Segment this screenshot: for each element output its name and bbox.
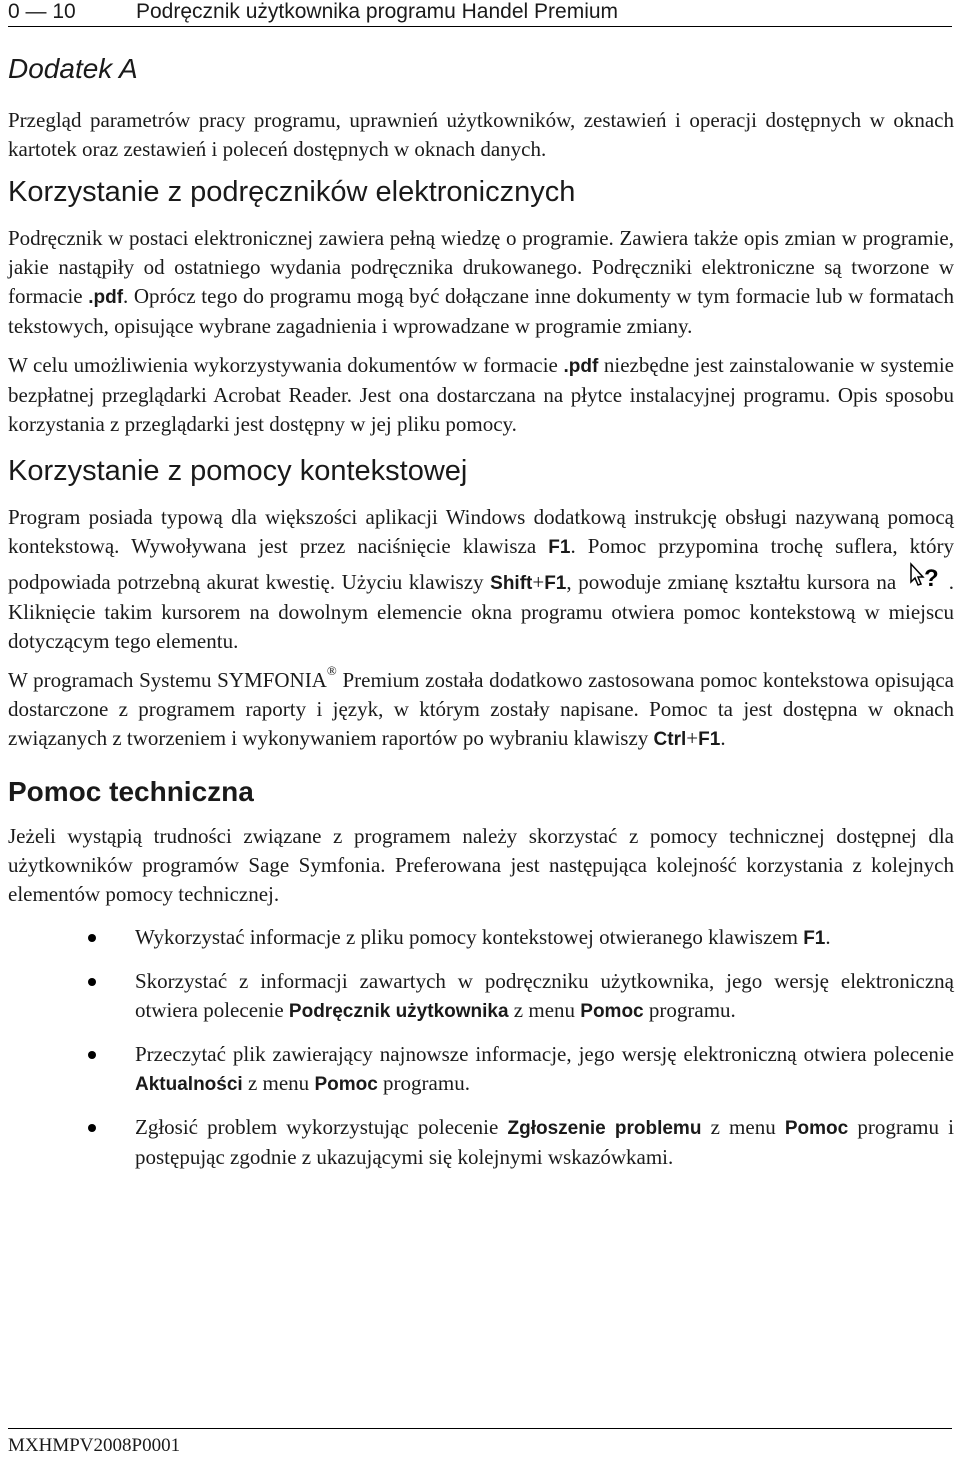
- list-item: Zgłosić problem wykorzystując polecenie Zgłoszenie problemu z menu Pomoc programu i postępując zgodnie z ukazującymi się kolejnymi wskazówkami.: [8, 1113, 954, 1172]
- svg-text:?: ?: [923, 565, 939, 592]
- dodatek-title: Dodatek A: [8, 53, 138, 84]
- key-f1: F1: [698, 729, 721, 750]
- registered-mark: ®: [326, 663, 337, 678]
- format-pdf: .pdf: [88, 287, 124, 308]
- key-f1: F1: [803, 928, 826, 949]
- format-pdf: .pdf: [563, 356, 599, 377]
- support-steps-list: [8, 923, 954, 1172]
- list-item: Wykorzystać informacje z pliku pomocy kontekstowej otwieranego klawiszem F1.: [8, 923, 954, 953]
- bullet-icon: [88, 934, 96, 942]
- document-code: MXHMPV2008P0001: [8, 1435, 181, 1456]
- page-header: [8, 0, 952, 27]
- key-shift: Shift: [490, 573, 533, 594]
- menu-pomoc: Pomoc: [314, 1074, 378, 1095]
- header-title: Podręcznik użytkownika programu Handel Premium: [136, 0, 619, 23]
- key-ctrl: Ctrl: [653, 729, 687, 750]
- command-report-problem: Zgłoszenie problemu: [507, 1118, 702, 1139]
- bullet-icon: [88, 1124, 96, 1132]
- page-content: [8, 52, 954, 1186]
- paragraph: Jeżeli wystąpią trudności związane z programem należy skorzystać z pomocy technicznej dostępnej dla użytkowników programów Sage Symfonia. Preferowana jest następująca kolejność korzystania z kolejnych elementów pomocy technicznej.: [8, 824, 954, 906]
- help-cursor-icon: [909, 562, 943, 592]
- menu-pomoc: Pomoc: [580, 1001, 644, 1022]
- key-f1: F1: [544, 573, 567, 594]
- paragraph: W celu umożliwienia wykorzystywania dokumentów w formacie .pdf niezbędne jest zainstalowanie w systemie bezpłatnej przeglądarki Acrobat Reader. Jest ona dostarczana na płytce instalacyjnej programu. Opis sposobu korzystania z przeglądarki jest dostępny w jej pliku pomocy.: [8, 353, 954, 436]
- paragraph: Podręcznik w postaci elektronicznej zawiera pełną wiedzę o programie. Zawiera także opis zmian w programie, jakie nastąpiły od ostatniego wydania podręcznika drukowanego. Podręczniki elektroniczne są tworzone w formacie .pdf. Oprócz tego do programu mogą być dołączane inne dokumenty w tym formacie lub w formatach tekstowych, opisujące wybrane zagadnienia i wprowadzane w programie zmiany.: [8, 226, 954, 338]
- dodatek-text: Przegląd parametrów pracy programu, uprawnień użytkowników, zestawień i operacji dostępnych w oknach kartotek oraz zestawień i poleceń dostępnych w oknach danych.: [8, 108, 954, 161]
- section-heading-tech-support: Pomoc techniczna: [8, 776, 254, 807]
- bullet-icon: [88, 978, 96, 986]
- paragraph: W programach Systemu SYMFONIA® Premium została dodatkowo zastosowana pomoc kontekstowa opisująca dostarczone z programem raporty i język, w którym zostały napisane. Pomoc ta jest dostępna w oknach związanych z tworzeniem i wykonywaniem raportów po wybraniu klawiszy Ctrl+F1.: [8, 663, 954, 750]
- list-item: Przeczytać plik zawierający najnowsze informacje, jego wersję elektroniczną otwiera polecenie Aktualności z menu Pomoc programu.: [8, 1040, 954, 1099]
- key-f1: F1: [548, 537, 571, 558]
- page-number: 0 — 10: [8, 0, 76, 23]
- paragraph: Program posiada typową dla większości aplikacji Windows dodatkową instrukcję obsługi nazywaną pomocą kontekstową. Wywoływana jest przez naciśnięcie klawisza F1. Pomoc przypomina trochę suflera, który podpowiada potrzebną akurat kwestię. Użyciu klawiszy Shift+F1, powoduje zmianę kształtu kursora na ? . Kliknięcie takim kursorem na dowolnym elemencie okna programu otwiera pomoc kontekstową w miejscu dotyczącym tego elementu.: [8, 505, 954, 653]
- menu-pomoc: Pomoc: [784, 1118, 849, 1139]
- section-heading-electronic-manuals: Korzystanie z podręczników elektronicznych: [8, 176, 576, 208]
- command-news: Aktualności: [135, 1074, 243, 1095]
- command-manual: Podręcznik użytkownika: [288, 1001, 509, 1022]
- page-footer: [8, 1428, 952, 1459]
- section-heading-context-help: Korzystanie z pomocy kontekstowej: [8, 455, 468, 487]
- bullet-icon: [88, 1051, 96, 1059]
- list-item: Skorzystać z informacji zawartych w podręczniku użytkownika, jego wersję elektroniczną otwiera polecenie Podręcznik użytkownika z menu Pomoc programu.: [8, 967, 954, 1026]
